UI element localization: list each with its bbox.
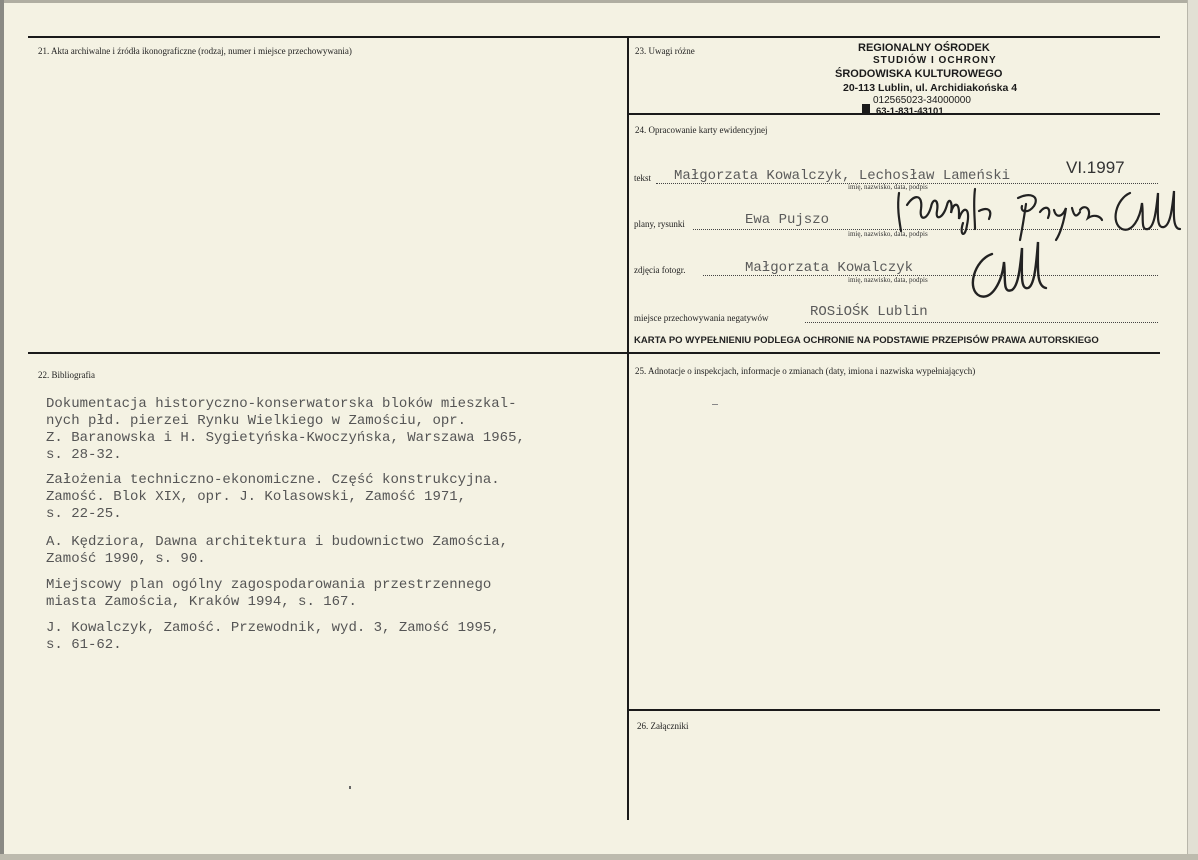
zdjecia-caption: imię, nazwisko, data, podpis bbox=[848, 276, 928, 284]
stamp-line-4: 20-113 Lublin, ul. Archidiakońska 4 bbox=[843, 82, 1018, 94]
rule-25-26 bbox=[628, 709, 1160, 711]
zdjecia-value: Małgorzata Kowalczyk bbox=[745, 260, 914, 276]
tekst-value: Małgorzata Kowalczyk, Lechosław Lameński bbox=[674, 168, 1011, 184]
section-21-label: 21. Akta archiwalne i źródła ikonograficzne (rodzaj, numer i miejsce przechowywania) bbox=[38, 46, 352, 56]
card-left-edge bbox=[0, 0, 4, 860]
signature-kowalczyk-2-icon bbox=[962, 232, 1052, 304]
negatywy-value: ROSiOŚK Lublin bbox=[810, 304, 928, 320]
plany-caption: imię, nazwisko, data, podpis bbox=[848, 230, 928, 238]
tekst-label: tekst bbox=[634, 173, 651, 183]
zdjecia-label: zdjęcia fotogr. bbox=[634, 265, 686, 275]
stamp-line-2: STUDIÓW I OCHRONY bbox=[873, 55, 997, 66]
bibliography-entry-1: Dokumentacja historyczno-konserwatorska bloków mieszkal- nych płd. pierzei Rynku Wielkiego w Zamościu, opr. Z. Baranowska i H. Sygietyńska-Kwoczyńska, Warszawa 1965, s. 28-32. bbox=[46, 396, 525, 463]
paper-speck bbox=[712, 404, 718, 405]
signature-kowalczyk-1-icon bbox=[1108, 183, 1190, 243]
plany-value: Ewa Pujszo bbox=[745, 212, 830, 228]
bibliography-entry-3: A. Kędziora, Dawna architektura i budownictwo Zamościa, Zamość 1990, s. 90. bbox=[46, 534, 509, 567]
stamp-line-3: ŚRODOWISKA KULTUROWEGO bbox=[835, 68, 1003, 80]
tekst-date: VI.1997 bbox=[1066, 158, 1125, 177]
card-right-edge bbox=[1187, 0, 1198, 860]
bibliography-entry-2: Założenia techniczno-ekonomiczne. Część konstrukcyjna. Zamość. Blok XIX, opr. J. Kolasowski, Zamość 1971, s. 22-25. bbox=[46, 472, 500, 522]
stamp-mark bbox=[862, 104, 870, 113]
stamp-line-1: REGIONALNY OŚRODEK bbox=[858, 42, 990, 54]
section-25-label: 25. Adnotacje o inspekcjach, informacje o zmianach (daty, imiona i nazwiska wypełniających) bbox=[635, 366, 976, 376]
paper-speck bbox=[349, 786, 351, 789]
negatywy-label: miejsce przechowywania negatywów bbox=[634, 313, 769, 323]
section-23-label: 23. Uwagi różne bbox=[635, 46, 695, 56]
stamp-line-6: 63-1-831-43101 bbox=[876, 106, 944, 117]
bibliography-entry-4: Miejscowy plan ogólny zagospodarowania przestrzennego miasta Zamościa, Kraków 1994, s. 167. bbox=[46, 577, 492, 610]
bibliography-entry-5: J. Kowalczyk, Zamość. Przewodnik, wyd. 3, Zamość 1995, s. 61-62. bbox=[46, 620, 500, 653]
center-divider bbox=[627, 36, 629, 820]
negatywy-dotted-line bbox=[805, 322, 1158, 323]
stamp-line-5: 012565023-34000000 bbox=[873, 95, 971, 106]
middle-rule bbox=[28, 352, 1160, 354]
top-rule bbox=[28, 36, 1160, 38]
plany-label: plany, rysunki bbox=[634, 219, 685, 229]
card-bottom-edge bbox=[0, 854, 1198, 860]
section-24-label: 24. Opracowanie karty ewidencyjnej bbox=[635, 125, 768, 135]
card-top-edge bbox=[0, 0, 1198, 3]
copyright-note: KARTA PO WYPEŁNIENIU PODLEGA OCHRONIE NA PODSTAWIE PRZEPISÓW PRAWA AUTORSKIEGO bbox=[634, 335, 1099, 346]
section-26-label: 26. Załączniki bbox=[637, 721, 689, 731]
tekst-caption: imię, nazwisko, data, podpis bbox=[848, 183, 928, 191]
section-22-label: 22. Bibliografia bbox=[38, 370, 95, 380]
